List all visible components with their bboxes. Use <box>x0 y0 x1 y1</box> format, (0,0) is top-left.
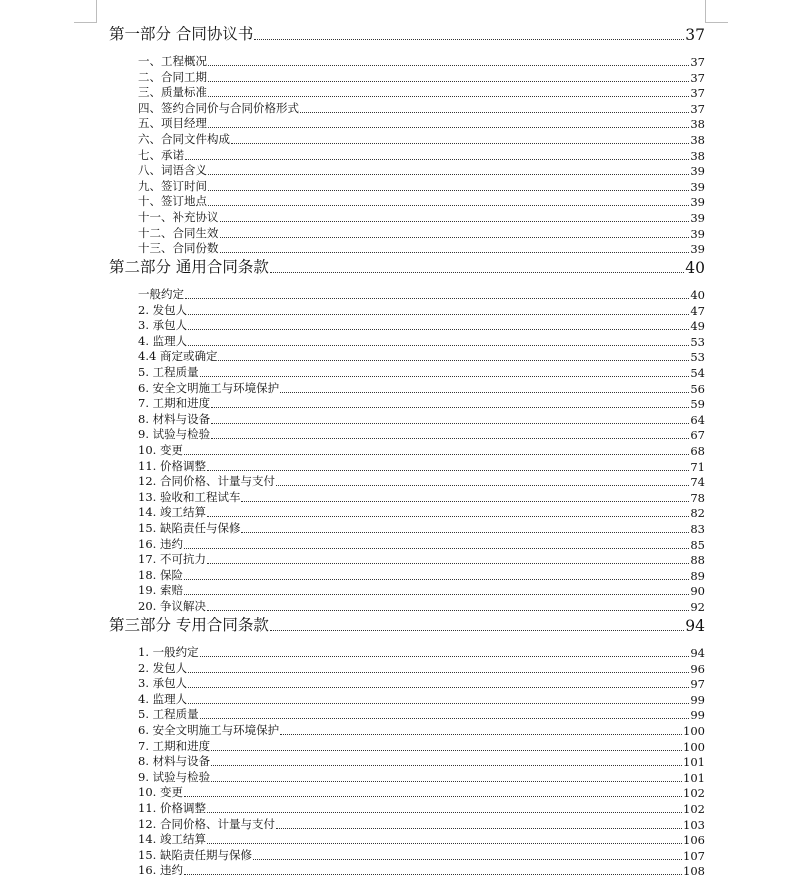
crop-mark-top-right <box>705 22 728 23</box>
toc-entry-title: 4.4 商定或确定 <box>138 349 218 364</box>
toc-page-number: 107 <box>683 848 705 863</box>
toc-entry-title: 3. 承包人 <box>138 318 188 333</box>
dot-leader <box>270 629 684 631</box>
dot-leader <box>185 158 689 160</box>
toc-entry-title: 4. 监理人 <box>138 691 188 706</box>
toc-entry-title: 14. 竣工结算 <box>138 505 206 520</box>
toc-entry-title: 六、合同文件构成 <box>138 132 230 146</box>
dot-leader <box>200 655 690 657</box>
toc-page-number: 37 <box>690 101 705 116</box>
dot-leader <box>211 422 689 424</box>
toc-entry-title: 十三、合同份数 <box>138 241 219 256</box>
dot-leader <box>207 811 682 813</box>
toc-page-number: 102 <box>683 802 705 816</box>
dot-leader <box>211 780 682 782</box>
dot-leader <box>188 686 689 688</box>
toc-page-number: 108 <box>683 864 705 878</box>
toc-page-number: 59 <box>690 397 705 412</box>
toc-entry-title: 十二、合同生效 <box>138 225 219 240</box>
toc-page-number: 37 <box>690 70 705 85</box>
crop-mark-top-right <box>705 0 706 22</box>
dot-leader <box>276 827 682 829</box>
toc-entry[interactable] <box>138 70 705 85</box>
toc-entry[interactable] <box>138 568 705 583</box>
toc-page-number: 99 <box>690 692 705 707</box>
toc-entry-title: 16. 违约 <box>138 863 183 878</box>
toc-entry[interactable] <box>138 817 705 832</box>
dot-leader <box>208 204 689 206</box>
toc-entry[interactable] <box>138 241 705 256</box>
toc-entry-title: 17. 不可抗力 <box>138 552 206 567</box>
toc-page-number: 96 <box>690 661 705 676</box>
toc-entry-title: 13. 验收和工程试车 <box>138 489 241 504</box>
toc-entry[interactable] <box>138 676 705 691</box>
toc-entry-title: 第一部分 合同协议书 <box>109 25 254 43</box>
toc-page-number: 37 <box>690 86 705 101</box>
toc-entry-title: 四、签约合同价与合同价格形式 <box>138 100 299 115</box>
toc-entry[interactable] <box>138 194 705 209</box>
toc-page-number: 101 <box>683 755 705 770</box>
toc-page-number: 78 <box>690 490 705 505</box>
toc-entry-title: 6. 安全文明施工与环境保护 <box>138 380 280 395</box>
dot-leader <box>241 500 689 502</box>
toc-page-number: 94 <box>685 617 705 635</box>
toc-entry[interactable] <box>138 287 705 302</box>
toc-entry[interactable] <box>138 505 705 520</box>
toc-entry-title: 14. 竣工结算 <box>138 832 206 847</box>
toc-entry[interactable] <box>138 645 705 660</box>
toc-entry[interactable] <box>138 427 705 442</box>
toc-page-number: 67 <box>690 428 705 443</box>
toc-page-number: 88 <box>690 553 705 568</box>
dot-leader <box>220 251 690 253</box>
toc-page-number: 39 <box>690 211 705 225</box>
dot-leader <box>207 609 689 611</box>
toc-entry[interactable] <box>138 723 705 738</box>
toc-entry[interactable] <box>138 303 705 318</box>
dot-leader <box>280 391 689 393</box>
toc-page-number: 64 <box>690 412 705 427</box>
toc-page-number: 92 <box>690 600 705 614</box>
toc-entry-title: 10. 变更 <box>138 443 183 457</box>
toc-entry-title: 第二部分 通用合同条款 <box>109 258 269 276</box>
dot-leader <box>184 873 682 875</box>
toc-entry[interactable] <box>138 490 705 505</box>
dot-leader <box>208 80 689 82</box>
toc-entry[interactable] <box>138 754 705 769</box>
toc-entry-title: 七、承诺 <box>138 147 184 162</box>
toc-page-number: 39 <box>690 242 705 257</box>
toc-entry-title: 一般约定 <box>138 287 184 301</box>
dot-leader <box>184 547 689 549</box>
toc-entry-title: 五、项目经理 <box>138 116 207 131</box>
dot-leader <box>270 271 684 273</box>
toc-page-number: 89 <box>690 568 705 583</box>
dot-leader <box>200 375 690 377</box>
toc-entry-title: 3. 承包人 <box>138 676 188 691</box>
toc-entry-title: 20. 争议解决 <box>138 599 206 613</box>
dot-leader <box>211 749 682 751</box>
toc-page-number: 40 <box>685 259 705 277</box>
toc-page-number: 49 <box>690 319 705 334</box>
toc-entry-title: 一、工程概况 <box>138 54 207 68</box>
toc-entry-title: 4. 监理人 <box>138 333 188 348</box>
toc-page-number: 54 <box>690 366 705 380</box>
toc-page-number: 39 <box>690 226 705 241</box>
toc-entry-title: 7. 工期和进度 <box>138 738 211 753</box>
toc-entry[interactable] <box>138 848 705 863</box>
toc-page-number: 83 <box>690 522 705 536</box>
toc-entry[interactable] <box>138 210 705 225</box>
dot-leader <box>276 484 689 486</box>
toc-entry[interactable] <box>138 474 705 489</box>
toc-page-number: 38 <box>690 117 705 132</box>
toc-entry-title: 7. 工期和进度 <box>138 396 211 411</box>
dot-leader <box>188 344 689 346</box>
dot-leader <box>280 733 682 735</box>
toc-entry[interactable] <box>138 707 705 722</box>
toc-entry[interactable] <box>138 396 705 411</box>
toc-page-number: 39 <box>690 179 705 194</box>
dot-leader <box>300 111 689 113</box>
toc-entry-title: 9. 试验与检验 <box>138 769 211 784</box>
toc-page-number: 40 <box>690 288 705 302</box>
toc-entry-title: 三、质量标准 <box>138 85 207 100</box>
toc-entry-title: 12. 合同价格、计量与支付 <box>138 474 275 489</box>
toc-entry[interactable] <box>138 163 705 178</box>
toc-page-number: 47 <box>690 303 705 318</box>
toc-entry[interactable] <box>138 661 705 676</box>
toc-page-number: 100 <box>683 724 705 738</box>
dot-leader <box>241 531 689 533</box>
dot-leader <box>188 702 689 704</box>
toc-entry[interactable] <box>138 692 705 707</box>
toc-page-number: 97 <box>690 677 705 692</box>
toc-page-number: 99 <box>690 708 705 723</box>
toc-entry[interactable] <box>138 116 705 131</box>
dot-leader <box>207 469 689 471</box>
toc-page-number: 68 <box>690 444 705 458</box>
toc-entry-title: 5. 工程质量 <box>138 365 199 379</box>
toc-entry[interactable] <box>138 226 705 241</box>
dot-leader <box>185 297 689 299</box>
toc-entry-title: 9. 试验与检验 <box>138 427 211 442</box>
toc-entry[interactable] <box>138 583 705 598</box>
toc-page-number: 94 <box>690 646 705 660</box>
toc-entry-title: 十一、补充协议 <box>138 210 219 224</box>
toc-page-number: 102 <box>683 786 705 801</box>
toc-entry-title: 16. 违约 <box>138 536 183 551</box>
dot-leader <box>220 236 690 238</box>
toc-entry[interactable] <box>138 54 705 69</box>
dot-leader <box>184 795 682 797</box>
toc-entry[interactable] <box>138 349 705 364</box>
toc-part-heading[interactable] <box>109 255 705 277</box>
dot-leader <box>184 453 689 455</box>
toc-entry-title: 6. 安全文明施工与环境保护 <box>138 723 280 737</box>
dot-leader <box>188 671 689 673</box>
toc-entry-title: 第三部分 专用合同条款 <box>109 616 269 634</box>
toc-entry-title: 19. 索赔 <box>138 583 183 598</box>
dot-leader <box>188 313 689 315</box>
toc-entry[interactable] <box>138 770 705 785</box>
toc-page-number: 82 <box>690 506 705 521</box>
toc-page-number: 101 <box>683 770 705 785</box>
dot-leader <box>208 173 689 175</box>
dot-leader <box>208 64 689 66</box>
crop-mark-top-left <box>74 22 97 23</box>
dot-leader <box>184 578 689 580</box>
toc-entry[interactable] <box>138 785 705 800</box>
toc-entry[interactable] <box>138 537 705 552</box>
toc-entry[interactable] <box>138 334 705 349</box>
toc-entry[interactable] <box>138 443 705 458</box>
toc-entry-title: 12. 合同价格、计量与支付 <box>138 816 275 831</box>
toc-page-number: 74 <box>690 475 705 490</box>
toc-entry-title: 11. 价格调整 <box>138 458 206 473</box>
dot-leader <box>184 593 689 595</box>
toc-entry-title: 2. 发包人 <box>138 660 188 675</box>
toc-entry[interactable] <box>138 801 705 816</box>
toc-entry-title: 5. 工程质量 <box>138 707 199 722</box>
dot-leader <box>211 406 689 408</box>
dot-leader <box>211 764 682 766</box>
toc-page-number: 103 <box>683 817 705 832</box>
toc-entry[interactable] <box>138 459 705 474</box>
toc-entry[interactable] <box>138 365 705 380</box>
dot-leader <box>188 328 689 330</box>
toc-entry-title: 1. 一般约定 <box>138 645 199 659</box>
dot-leader <box>207 562 689 564</box>
toc-entry-title: 2. 发包人 <box>138 302 188 317</box>
toc-entry[interactable] <box>138 318 705 333</box>
dot-leader <box>253 858 682 860</box>
toc-page-number: 106 <box>683 833 705 848</box>
toc-entry-title: 11. 价格调整 <box>138 801 206 815</box>
dot-leader <box>207 842 682 844</box>
toc-page-number: 71 <box>690 459 705 474</box>
dot-leader <box>220 220 690 222</box>
toc-entry[interactable] <box>138 179 705 194</box>
dot-leader <box>254 38 684 40</box>
toc-part-heading[interactable] <box>109 613 705 635</box>
toc-page-number: 37 <box>690 55 705 69</box>
toc-page-number: 39 <box>690 164 705 179</box>
toc-page-number: 38 <box>690 133 705 147</box>
toc-page-number: 100 <box>683 739 705 754</box>
toc-entry[interactable] <box>138 739 705 754</box>
toc-page-number: 53 <box>690 350 705 365</box>
toc-entry-title: 八、词语含义 <box>138 163 207 178</box>
toc-entry-title: 九、签订时间 <box>138 178 207 193</box>
toc-entry[interactable] <box>138 552 705 567</box>
toc-entry[interactable] <box>138 85 705 100</box>
crop-mark-top-left <box>96 0 97 22</box>
toc-page-number: 39 <box>690 195 705 210</box>
toc-entry[interactable] <box>138 521 705 536</box>
dot-leader <box>211 437 689 439</box>
toc-entry-title: 10. 变更 <box>138 785 183 800</box>
dot-leader <box>208 126 689 128</box>
dot-leader <box>231 142 689 144</box>
toc-page-number: 37 <box>685 26 705 44</box>
toc-entry[interactable] <box>138 599 705 614</box>
toc-part-heading[interactable] <box>109 22 705 44</box>
dot-leader <box>208 95 689 97</box>
dot-leader <box>207 515 689 517</box>
toc-page-number: 85 <box>690 537 705 552</box>
toc-page-number: 56 <box>690 381 705 396</box>
toc-page-number: 90 <box>690 584 705 599</box>
toc-entry-title: 18. 保险 <box>138 567 183 582</box>
dot-leader <box>218 359 689 361</box>
toc-entry[interactable] <box>138 832 705 847</box>
toc-entry-title: 15. 缺陷责任期与保修 <box>138 847 252 862</box>
toc-entry[interactable] <box>138 412 705 427</box>
toc-entry-title: 15. 缺陷责任与保修 <box>138 521 241 535</box>
toc-entry[interactable] <box>138 101 705 116</box>
toc-entry[interactable] <box>138 148 705 163</box>
dot-leader <box>200 717 690 719</box>
toc-entry[interactable] <box>138 381 705 396</box>
toc-page-number: 53 <box>690 334 705 349</box>
toc-entry[interactable] <box>138 132 705 147</box>
toc-page-number: 38 <box>690 148 705 163</box>
toc-entry-title: 十、签订地点 <box>138 194 207 209</box>
toc-entry-title: 8. 材料与设备 <box>138 754 211 769</box>
toc-entry-title: 8. 材料与设备 <box>138 411 211 426</box>
toc-entry-title: 二、合同工期 <box>138 69 207 84</box>
dot-leader <box>208 189 689 191</box>
